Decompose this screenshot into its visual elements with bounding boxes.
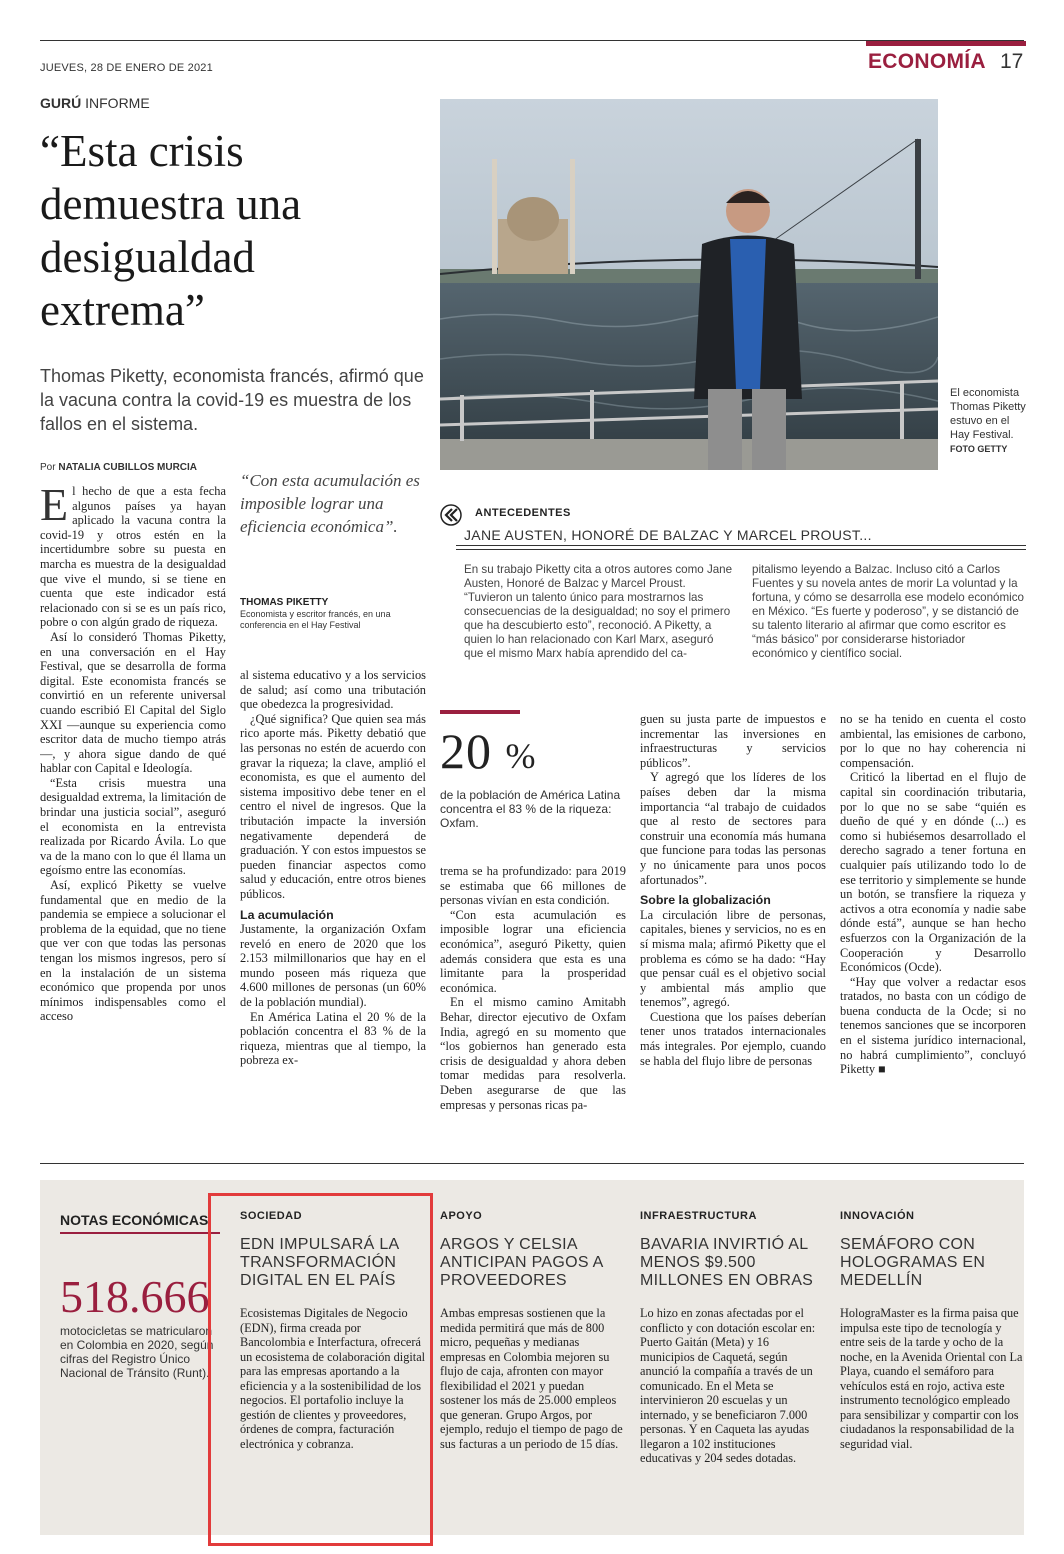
photo-credit: FOTO GETTY: [950, 444, 1008, 454]
col1-p2: Así lo consideró Thomas Piketty, en una conversación en el Hay Festival, que se desarrolla de forma digital. Este economista francés se convirtió en un referente universal cuando escribió El Capital del Siglo XXI —aunque su experiencia como escritor data de mucho tiempo atrás—, y ahora sigue dando de qué hablar con Capital e Ideología.: [40, 629, 226, 776]
col3-p2: “Con esta acumulación es imposible lograr una eficiencia económica”, aseguró Piketty, quien además considera que esta es una limitante para la prosperidad económica.: [440, 907, 626, 995]
nota-headline: BAVARIA INVIRTIÓ AL MENOS $9.500 MILLONES EN OBRAS: [640, 1236, 814, 1289]
col4-p1: guen su justa parte de impuestos e incrementar las inversiones en infraestructuras y servicios públicos”.: [640, 712, 826, 770]
drop-cap: E: [40, 484, 69, 530]
antecedentes-column-2: pitalismo leyendo a Balzac. Incluso citó a Carlos Fuentes y su novela antes de morir La voluntad y la fortuna, y cómo se desarrolla ese modelo económico en México. “Es fuerte y poderoso”, y se distanció de su talento literario al afirmar que como escritor es “más básico” por considerarse historiador económico y científico social.: [752, 563, 1024, 660]
col4-p4: Cuestiona que los países deberían tener unos tratados internacionales más integrales. Por ejemplo, cuando se habla del flujo libre de personas: [640, 1009, 826, 1068]
nota-body: Lo hizo en zonas afectadas por el conflicto y con dotación escolar en: Puerto Gaitán (Meta) y 16 municipios de Caquetá, según anunció la compañía a través de un comunicado. En el Meta se intervinieron 20 escuelas y un internado, y se beneficiaron 7.000 personas. Y en Caqueta las ayudas llegaron a 102 instituciones educativas y 204 sedes dotadas.: [640, 1306, 816, 1465]
subhead-globalizacion: Sobre la globalización: [640, 893, 771, 908]
nota-body: HolograMaster es la firma paisa que impulsa este tipo de tecnología y entre seis de la tarde y ocho de la noche, en la Avenida Oriental con La Playa, cuando el semáforo para vehículos está en rojo, activa este instrumento tecnológico empleado para sensibilizar y compartir con los ciudadanos la responsabilidad de la seguridad vial.: [840, 1306, 1023, 1451]
col5-p1: no se ha tenido en cuenta el costo ambiental, las emisiones de carbono, por lo que no hay coherencia ni compensación.: [840, 712, 1026, 770]
notas-big-number: 518.666: [60, 1271, 210, 1322]
article-column-2: [240, 668, 426, 1144]
nota-category: APOYO: [440, 1210, 483, 1222]
byline-prefix: Por: [40, 462, 59, 473]
highlight-box: [208, 1193, 433, 1546]
kicker-rest: INFORME: [81, 95, 150, 111]
pull-quote-role: Economista y escritor francés, en una conferencia en el Hay Festival: [240, 609, 391, 630]
nota-category: SOCIEDAD: [240, 1210, 303, 1222]
subhead-acumulacion: La acumulación: [240, 907, 334, 922]
nota-item-apoyo: [440, 1210, 626, 1451]
photo-caption-text: El economista Thomas Piketty estuvo en el Hay Festival.: [950, 387, 1026, 441]
article-photo: [440, 99, 938, 470]
col2-p4: En América Latina el 20 % de la población concentra el 83 % de la riqueza, mientras que al tiempo, la pobreza ex-: [240, 1009, 426, 1068]
issue-date: JUEVES, 28 DE ENERO DE 2021: [40, 62, 213, 74]
notas-title: NOTAS ECONÓMICAS: [60, 1212, 209, 1228]
nota-headline: SEMÁFORO CON HOLOGRAMAS EN MEDELLÍN: [840, 1236, 986, 1289]
stat-unit: %: [505, 736, 537, 776]
col1-p1: l hecho de que a esta fecha algunos países ya hayan aplicado la vacuna contra la covid-19 y otros estén en la incertidumbre sobre su puesta en marcha es muestra de la desigualdad que vive el mundo, si se tiene en cuenta que este indicador está relacionado con si se es un país rico, pobre o con algún grado de riqueza.: [40, 484, 226, 630]
photo-caption: [950, 386, 1028, 456]
section-name: ECONOMÍA: [868, 50, 986, 73]
nota-headline: ARGOS Y CELSIA ANTICIPAN PAGOS A PROVEEDORES: [440, 1236, 603, 1289]
nota-item-infraestructura: [640, 1210, 826, 1466]
nota-headline: EDN IMPULSARÁ LA TRANSFORMACIÓN DIGITAL EN EL PAÍS: [240, 1236, 399, 1289]
photo-illustration: [440, 99, 938, 470]
article-column-1: [40, 484, 226, 1144]
headline: “Esta crisis demuestra una desigualdad extrema”: [40, 126, 302, 335]
double-chevron-icon: [440, 504, 464, 531]
kicker: [40, 95, 150, 111]
byline: [40, 462, 197, 473]
nota-category: INNOVACIÓN: [840, 1210, 915, 1222]
nota-body: Ambas empresas sostienen que la medida permitirá que más de 800 micro, pequeñas y medianas empresas en Colombia mejoren su flujo de caja, afronten con mayor flexibilidad el 2021 y puedan sostener los más de 25.000 empleos que generan. Grupo Argos, por ejemplo, redujo el tiempo de pago de sus facturas a un periodo de 15 días.: [440, 1306, 623, 1451]
deck: Thomas Piketty, economista francés, afirmó que la vacuna contra la covid-19 es muestra de los fallos en el sistema.: [40, 366, 424, 434]
stat-figure: [440, 722, 537, 780]
col4-p2: Y agregó que los líderes de los países deben dar la misma importancia “al trabajo de cuidados que al resto de sectores para construir una economía más humana que funcione para todas las personas y no únicamente para unos pocos afortunados”.: [640, 770, 826, 887]
col3-p3: En el mismo camino Amitabh Behar, director ejecutivo de Oxfam India, agregó en su momento que “los gobiernos han generado esta crisis de desigualdad y ahora deben tomar medidas para resolverla. Deben asegurarse de que las empresas y personas ricas pa-: [440, 995, 626, 1112]
col3-p1: trema se ha profundizado: para 2019 se estimaba que 66 millones de personas vivían en esta condición.: [440, 864, 626, 908]
article-column-3: [440, 864, 626, 1144]
antecedentes-rule: [456, 545, 1026, 546]
col2-p3: Justamente, la organización Oxfam reveló en enero de 2020 que los 2.153 milmillonarios que hay en el mundo poseen más riqueza que 4.600 millones de personas (un 60% de la población mundial).: [240, 922, 426, 1010]
article-column-5: [840, 712, 1026, 1144]
antecedentes-title: JANE AUSTEN, HONORÉ DE BALZAC Y MARCEL PROUST...: [464, 527, 872, 543]
nota-item-innovacion: [840, 1210, 1026, 1451]
col5-p2: Criticó la libertad en el flujo de capital sin coordinación tributaria, por lo que no se sabe “quién es dueño de qué y en dónde (...) es como si hubiésemos desarrollado el derecho sagrado a tener fortuna en cualquier país utilizando todo lo de ese territorio y simplemente se hunde un botón, se transfiere la riqueza y activos a otra economía y nadie sabe dónde está”, aunque se han hecho esfuerzos con la Organización de la Cooperación y Desarrollo Económicos (Ocde).: [840, 770, 1026, 975]
notas-big-text: motocicletas se matricularon en Colombia en 2020, según cifras del Registro Único Nacional de Tránsito (Runt).: [60, 1324, 214, 1380]
antecedentes-rule-2: [456, 549, 1026, 550]
notas-accent-rule: [60, 1232, 220, 1234]
pull-quote: “Con esta acumulación es imposible lograr una eficiencia económica”.: [240, 471, 420, 536]
col2-p1: al sistema educativo y a los servicios de salud; así como una tributación que obedezca la progresividad.: [240, 668, 426, 712]
pull-quote-name: THOMAS PIKETTY: [240, 597, 329, 608]
antecedentes-column-1: En su trabajo Piketty cita a otros autores como Jane Austen, Honoré de Balzac y Marcel Proust. “Tuvieron un talento único para mostrarnos las consecuencias de la desigualdad; no soy el primero que ha descubierto esto”, reconoció. A Piketty, a quien lo han relacionado con Karl Marx, aseguró que el mismo Marx había aprendido del ca-: [464, 563, 733, 660]
stat-text: de la población de América Latina concentra el 83 % de la riqueza: Oxfam.: [440, 788, 621, 830]
byline-name: NATALIA CUBILLOS MURCIA: [58, 462, 198, 473]
antecedentes-label: ANTECEDENTES: [475, 507, 571, 519]
kicker-bold: GURÚ: [40, 95, 82, 111]
nota-category: INFRAESTRUCTURA: [640, 1210, 757, 1222]
nota-body: Ecosistemas Digitales de Negocio (EDN), firma creada por Bancolombia e Interfactura, ofrecerá un ecosistema de colaboración digital para las empresas aportando a la eficiencia y a la sostenibilidad de los negocios. El portafolio incluye la gestión de clientes y proveedores, órdenes de compra, facturación electrónica y cobranza.: [240, 1306, 426, 1451]
col4-p3: La circulación libre de personas, capitales, bienes y servicios, no es en sí misma mala; afirmó Piketty que el problema es cómo se ha dado: “Hay que pensar cuál es el objetivo social y ambiental más amplio que tenemos”, agregó.: [640, 907, 826, 1010]
bottom-rule: [40, 1163, 1024, 1164]
stat-number: 20: [440, 723, 492, 779]
col5-p3: “Hay que volver a redactar esos tratados, no basta con un código de buena conducta de la Ocde; si no tenemos sanciones que se incorporen en el sistema jurídico internacional, no habrá cumplimiento”, concluyó Piketty ■: [840, 974, 1026, 1077]
section-accent-bar: [866, 41, 1026, 46]
page-number: 17: [1000, 50, 1024, 73]
col1-p3: “Esta crisis muestra una desigualdad extrema, la limitación de brindar una justicia social”, aseguró el economista en la entrevista realizada por Ricardo Ávila. Lo que va de la mano con lo que él llama un egoísmo entre las economías.: [40, 775, 226, 878]
col1-p4: Así, explicó Piketty se vuelve fundamental que en medio de la pandemia se empiece a solucionar el problema de la equidad, que no tiene que ver con que todas las personas tengan los mismos ingresos, pero sí en la instalación de un sistema económico que propenda por unos mínimos indispensables como el acceso: [40, 878, 226, 1024]
col2-p2: ¿Qué significa? Que quien sea más rico aporte más. Piketty debatió que las personas no estén de acuerdo con gravar la riqueza; la clave, amplió el economista, es que el aumento del sistema impositivo debe tener en el centro el nivel de ingresos. Que la tributación impacte la inversión negativamente dependerá de graduación. Y con estos impuestos se pueden financiar aspectos como salud y educación, entre otros bienes públicos.: [240, 711, 426, 901]
stat-accent-bar: [440, 710, 520, 714]
article-column-4: [640, 712, 826, 1144]
